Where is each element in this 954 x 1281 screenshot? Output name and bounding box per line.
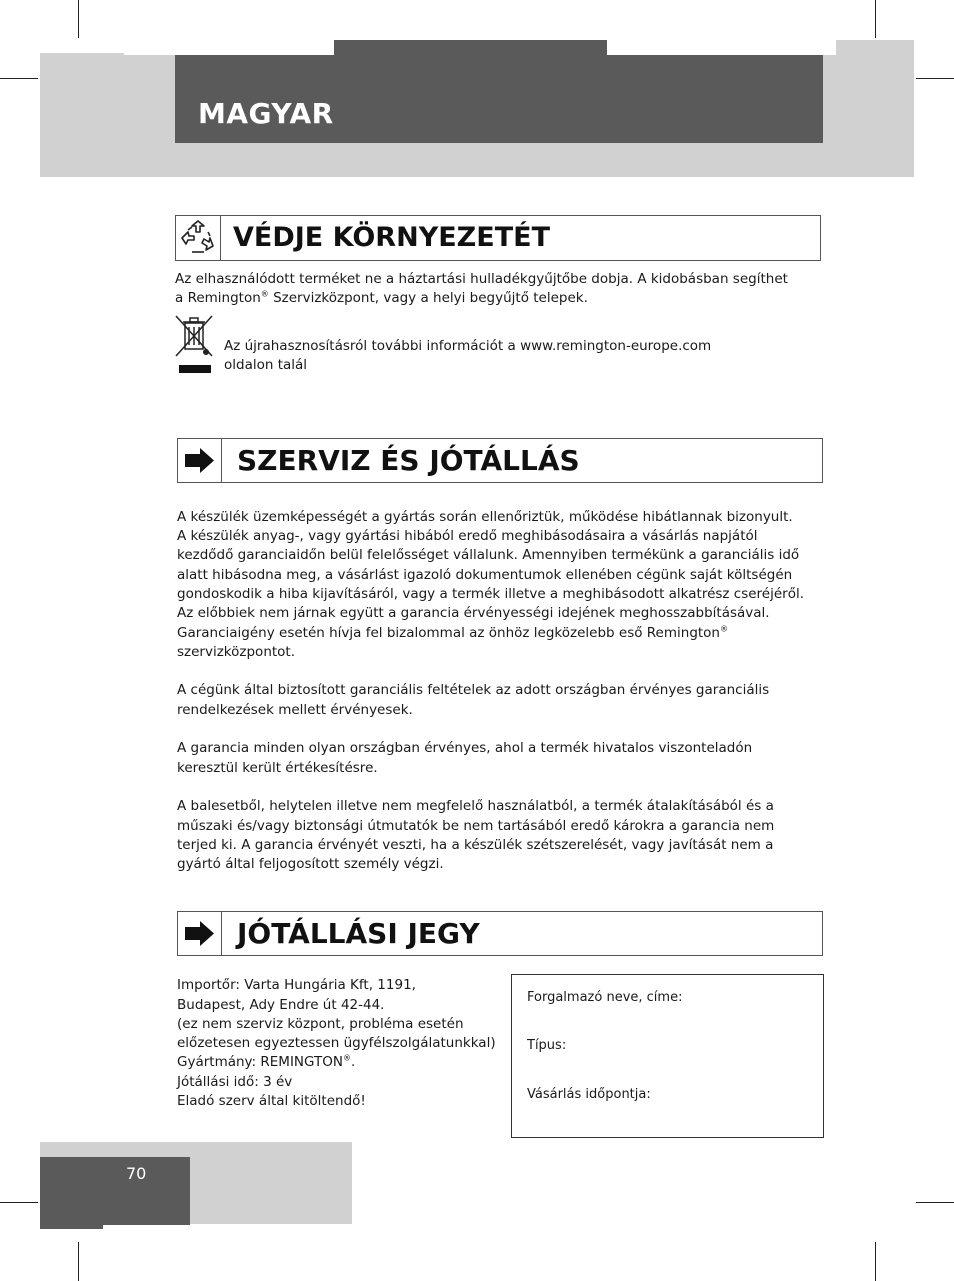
- section-header-service: [177, 438, 823, 483]
- header-notch: [40, 40, 124, 53]
- arrow-right-icon: [178, 439, 222, 482]
- warranty-line: A balesetből, helytelen illetve nem megfelelő használatból, a termék átalakításából és a: [177, 798, 774, 814]
- registered-mark: ®: [720, 624, 728, 634]
- brand-text: .: [350, 1054, 356, 1070]
- warranty-line: A cégünk által biztosított garanciális feltételek az adott országban érvényes garanciális: [177, 682, 770, 698]
- section-title: SZERVIZ ÉS JÓTÁLLÁS: [237, 444, 580, 477]
- warranty-line: műszaki és/vagy biztonsági útmutatók be nem tartásából eredő károkra a garancia nem: [177, 818, 775, 834]
- warranty-line: Az előbbiek nem járnak együtt a garancia érvényességi idejének meghosszabbításával.: [177, 605, 770, 621]
- footer-page-tab: [40, 1157, 190, 1225]
- registered-mark: ®: [342, 1053, 351, 1063]
- warranty-line: szervizközpontot.: [177, 644, 296, 660]
- warranty-line: A garancia minden olyan országban érvényes, ahol a termék hivatalos viszonteladón: [177, 740, 753, 756]
- warranty-line: terjed ki. A garancia érvényét veszti, ha a készülék szétszerelését, vagy javítását nem a: [177, 837, 774, 853]
- recycling-info-line: oldalon talál: [224, 357, 308, 373]
- crop-mark: [78, 1242, 79, 1281]
- header-corner: [836, 40, 914, 54]
- importer-line: Jótállási idő: 3 év: [177, 1074, 293, 1090]
- crop-mark: [875, 0, 876, 38]
- recycle-icon: [176, 216, 221, 260]
- crop-mark: [916, 78, 954, 79]
- header-notch: [607, 40, 836, 55]
- importer-line: előzetesen egyeztessen ügyfélszolgálatunkkal): [177, 1035, 496, 1051]
- warranty-line: A készülék üzemképességét a gyártás során ellenőriztük, működése hibátlannak bizonyult.: [177, 509, 793, 525]
- section-header-warranty-card: [177, 911, 823, 956]
- importer-line: Importőr: Varta Hungária Kft, 1191,: [177, 977, 416, 993]
- warranty-line: alatt hibásodna meg, a vásárlást igazoló dokumentumok ellenében cégünk saját költségén: [177, 567, 793, 583]
- crossed-bin-icon: [174, 314, 214, 376]
- warranty-line: gondoskodik a hiba kijavításáról, vagy a termék illetve a meghibásodott alkatrész cseréjéről.: [177, 586, 805, 602]
- registered-mark: ®: [260, 289, 269, 299]
- section-title: JÓTÁLLÁSI JEGY: [237, 917, 480, 950]
- importer-line: Budapest, Ady Endre út 42-44.: [177, 997, 385, 1013]
- importer-line: [177, 1053, 355, 1072]
- env-text: Szervizközpont, vagy a helyi begyűjtő telepek.: [268, 290, 588, 306]
- page-number: 70: [126, 1164, 147, 1183]
- type-field-label: Típus:: [527, 1038, 567, 1053]
- env-text: a Remington: [175, 290, 261, 306]
- seller-field-label: Forgalmazó neve, címe:: [527, 990, 683, 1005]
- importer-line: (ez nem szerviz központ, probléma esetén: [177, 1016, 464, 1032]
- warranty-line: gyártó által feljogosított személy végzi.: [177, 856, 444, 872]
- crop-mark: [0, 1202, 38, 1203]
- page-language-title: MAGYAR: [198, 97, 334, 130]
- warranty-line: rendelkezések mellett érvényesek.: [177, 702, 413, 718]
- warranty-form-box: [511, 974, 824, 1138]
- section-header-environment: [175, 215, 821, 261]
- crop-mark: [0, 78, 38, 79]
- header-tab: [334, 40, 607, 56]
- crop-mark: [78, 0, 79, 38]
- purchase-date-field-label: Vásárlás időpontja:: [527, 1087, 651, 1102]
- env-paragraph-line: [175, 289, 588, 308]
- warranty-line: kezdődő garanciaidőn belül felelősséget vállalunk. Amennyiben termékünk a garanciális idő: [177, 547, 800, 563]
- header-notch: [124, 40, 334, 55]
- section-title: VÉDJE KÖRNYEZETÉT: [233, 222, 550, 253]
- warranty-text: Garanciaigény esetén hívja fel bizalommal az önhöz legközelebb eső Remington: [177, 625, 720, 641]
- brand-text: Gyártmány: REMINGTON: [177, 1054, 343, 1070]
- env-paragraph-line: Az elhasználódott terméket ne a háztartási hulladékgyűjtőbe dobja. A kidobásban segíthet: [175, 271, 788, 287]
- recycling-info-line: Az újrahasznosításról további információt a www.remington-europe.com: [224, 338, 712, 354]
- crop-mark: [916, 1202, 954, 1203]
- warranty-line: A készülék anyag-, vagy gyártási hibából eredő meghibásodásaira a vásárlás napjától: [177, 528, 758, 544]
- warranty-line: [177, 624, 728, 643]
- footer-page-tab: [40, 1224, 103, 1229]
- crop-mark: [875, 1242, 876, 1281]
- warranty-line: keresztül került értékesítésre.: [177, 760, 378, 776]
- arrow-right-icon: [178, 912, 222, 955]
- importer-line: Eladó szerv által kitöltendő!: [177, 1093, 366, 1109]
